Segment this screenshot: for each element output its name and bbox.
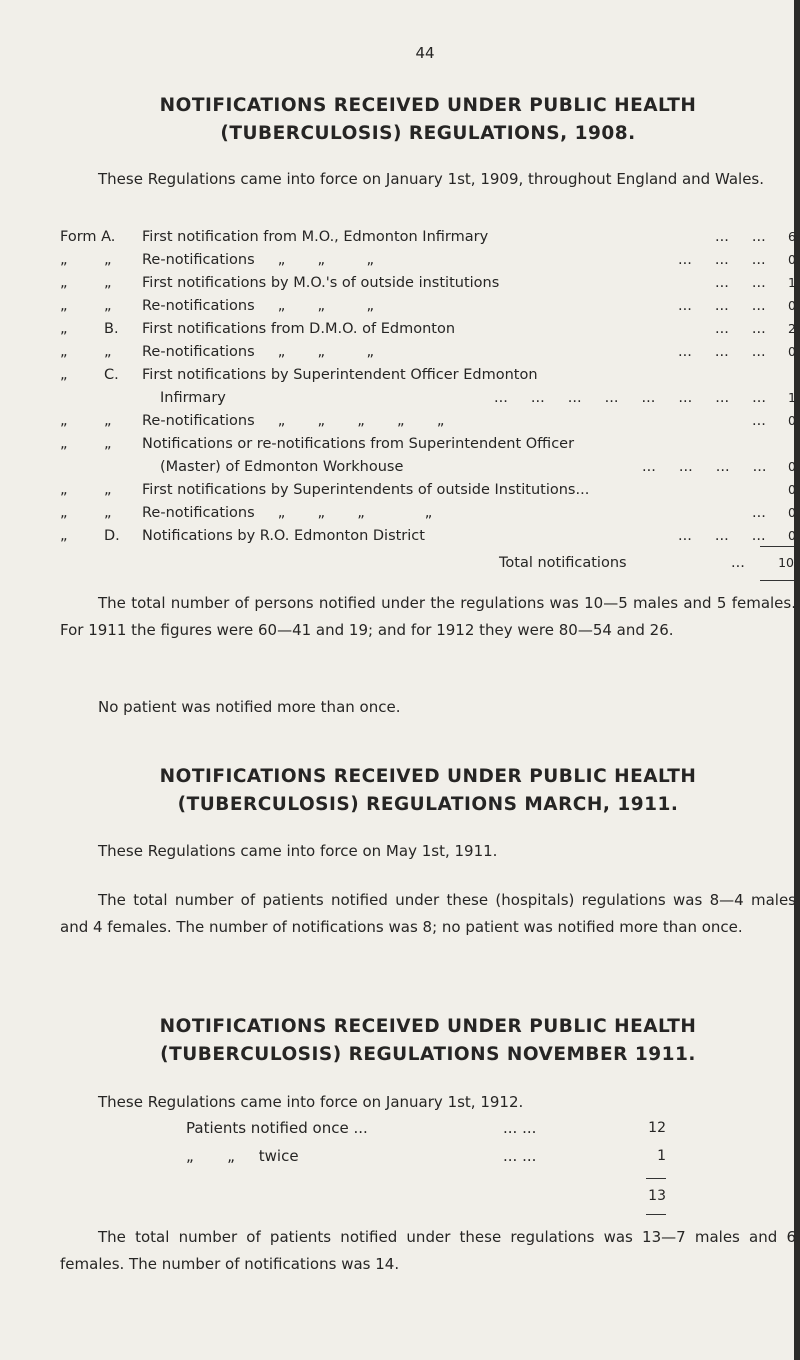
- section3-intro: These Regulations came into force on January 1st, 1912.: [98, 1093, 524, 1111]
- patients-total-value: 13: [648, 1188, 666, 1204]
- form-row-description: (Master) of Edmonton Workhouse: [160, 459, 404, 475]
- form-row-description: Re-notifications „ „ „: [142, 344, 374, 360]
- form-row-description: First notifications by Superintendent Officer Edmonton: [142, 367, 538, 383]
- form-row: [60, 249, 796, 271]
- patients-row-twice-value: 1: [657, 1148, 666, 1164]
- total-label: Total notifications: [499, 555, 627, 571]
- form-row-col2: „: [104, 252, 112, 268]
- form-row-col2: „: [104, 482, 112, 498]
- form-row-col2: „: [104, 344, 112, 360]
- form-row-value: 1: [788, 390, 796, 405]
- form-row-value: 2: [788, 321, 796, 336]
- form-row-value: 0: [788, 413, 796, 428]
- form-row-value: 0: [788, 252, 796, 267]
- form-row-value: 0: [788, 298, 796, 313]
- form-row-col1: „: [60, 275, 68, 291]
- section1-heading-line1: NOTIFICATIONS RECEIVED UNDER PUBLIC HEALTH: [159, 95, 697, 116]
- form-row-col2: C.: [104, 367, 119, 383]
- form-row-col1: „: [60, 321, 68, 337]
- total-rule-top: [760, 546, 794, 547]
- section2-heading-line2: (TUBERCULOSIS) REGULATIONS MARCH, 1911.: [177, 794, 679, 815]
- form-row-value: 0: [788, 459, 796, 474]
- form-row-description: First notifications from D.M.O. of Edmonton: [142, 321, 456, 337]
- form-row-description: Re-notifications „ „ „ „ „: [142, 413, 445, 429]
- form-row-col1: „: [60, 252, 68, 268]
- section1-paragraph-1: The total number of persons notified under the regulations was 10—5 males and 5 females. For 1911 the figures were 60—41 and 19; and for 1912 they were 80—54 and 26.: [60, 594, 796, 639]
- form-row-col2: „: [104, 413, 112, 429]
- form-row-col2: D.: [104, 528, 120, 544]
- patients-row-once-label: Patients notified once ...: [186, 1119, 368, 1137]
- form-row: [60, 387, 796, 409]
- form-row-col1: „: [60, 298, 68, 314]
- form-row-description: Infirmary: [160, 390, 226, 406]
- form-row: [60, 341, 796, 363]
- patients-row-once-dots: ... ...: [503, 1119, 537, 1137]
- form-row-description: Re-notifications „ „ „ „: [142, 505, 433, 521]
- form-row-dots: ...: [752, 413, 766, 429]
- form-row: [60, 364, 796, 386]
- total-rule-bottom: [760, 580, 794, 581]
- patients-row-twice-label: „ „ twice: [186, 1147, 299, 1165]
- form-row-dots: ...: [752, 505, 766, 521]
- form-row: [60, 272, 796, 294]
- form-row-col2: „: [104, 275, 112, 291]
- form-row-col1: „: [60, 367, 68, 383]
- form-row: [60, 295, 796, 317]
- form-row-col1: „: [60, 344, 68, 360]
- section3-heading-line2: (TUBERCULOSIS) REGULATIONS NOVEMBER 1911.: [160, 1044, 696, 1065]
- form-row-col1: „: [60, 482, 68, 498]
- section2-paragraph-2: The total number of patients notified under these (hospitals) regulations was 8—4 males and 4 females. The number of notifications was 8; no patient was notified more than once.: [60, 891, 796, 936]
- form-row-col1: „: [60, 505, 68, 521]
- form-row-description: First notifications by Superintendents of outside Institutions...: [142, 482, 590, 498]
- form-row-col2: „: [104, 298, 112, 314]
- form-row: [60, 433, 796, 455]
- form-row-dots: ... ...: [715, 321, 766, 337]
- section3-paragraph: The total number of patients notified under these regulations was 13—7 males and 6 females. The number of notifications was 14.: [60, 1228, 796, 1273]
- form-row-dots: ... ...: [715, 275, 766, 291]
- form-row-dots: ... ...: [715, 229, 766, 245]
- patients-row-once-value: 12: [648, 1120, 666, 1136]
- form-row: [60, 502, 796, 524]
- form-row-description: Re-notifications „ „ „: [142, 252, 374, 268]
- form-row-description: Re-notifications „ „ „: [142, 298, 374, 314]
- section1-paragraph-2: No patient was notified more than once.: [98, 698, 401, 716]
- section1-intro: These Regulations came into force on January 1st, 1909, throughout England and Wales.: [98, 170, 765, 188]
- section1-heading-line2: (TUBERCULOSIS) REGULATIONS, 1908.: [220, 123, 636, 144]
- page-edge: [794, 0, 800, 1360]
- form-row: [60, 410, 796, 432]
- form-row-col2: „: [104, 436, 112, 452]
- form-row-value: 1: [788, 275, 796, 290]
- form-row: [60, 479, 796, 501]
- form-row-col2: B.: [104, 321, 119, 337]
- section2-paragraph-1: These Regulations came into force on May 1st, 1911.: [98, 842, 498, 860]
- form-row-dots: ... ... ...: [678, 528, 766, 544]
- form-row-col2: „: [104, 505, 112, 521]
- form-row-col1: „: [60, 413, 68, 429]
- form-row-dots: ... ... ...: [678, 344, 766, 360]
- section2-heading-line1: NOTIFICATIONS RECEIVED UNDER PUBLIC HEALTH: [159, 766, 697, 787]
- form-row-value: 0: [788, 344, 796, 359]
- patients-rule-top: [646, 1178, 666, 1179]
- form-row-value: 0: [788, 528, 796, 543]
- form-row-description: Notifications by R.O. Edmonton District: [142, 528, 425, 544]
- form-row: [60, 226, 796, 248]
- patients-row-twice-dots: ... ...: [503, 1147, 537, 1165]
- patients-table: [186, 1114, 666, 1174]
- form-row-value: 0: [788, 505, 796, 520]
- form-row-description: First notification from M.O., Edmonton Infirmary: [142, 229, 489, 245]
- form-row: [60, 456, 796, 478]
- form-row-col1: „: [60, 528, 68, 544]
- form-row-value: 6: [788, 229, 796, 244]
- form-row-dots: ... ... ... ...: [642, 459, 767, 475]
- form-row-dots: ... ... ...: [678, 298, 766, 314]
- form-row: [60, 318, 796, 340]
- form-row-col1: „: [60, 436, 68, 452]
- form-row-col1: Form A.: [60, 229, 116, 245]
- total-dots: ...: [731, 555, 745, 571]
- section3-heading-line1: NOTIFICATIONS RECEIVED UNDER PUBLIC HEALTH: [159, 1016, 697, 1037]
- patients-rule-bottom: [646, 1214, 666, 1215]
- total-value: 10: [778, 555, 794, 570]
- form-row-description: First notifications by M.O.'s of outside institutions: [142, 275, 500, 291]
- form-row-description: Notifications or re-notifications from Superintendent Officer: [142, 436, 575, 452]
- form-row-dots: ... ... ... ... ... ... ... ...: [494, 390, 766, 406]
- form-row: [60, 525, 796, 547]
- form-row-dots: ... ... ...: [678, 252, 766, 268]
- form-row-value: 0: [788, 482, 796, 497]
- page-number: 44: [415, 44, 435, 62]
